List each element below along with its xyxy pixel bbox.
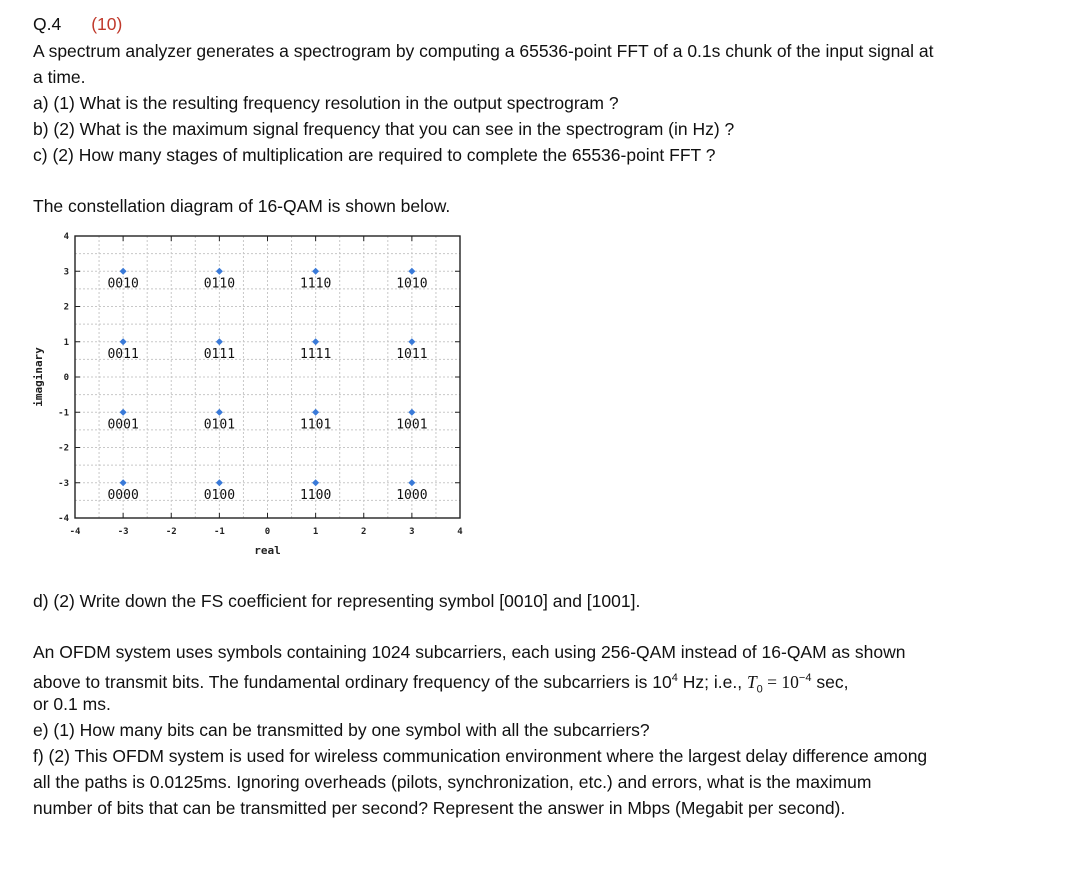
constellation-chart [30,222,510,567]
intro-line-1: A spectrum analyzer generates a spectrogram by computing a 65536-point FFT of a 0.1s chunk of the input signal at [33,41,934,61]
x-tick-label: -4 [69,527,81,537]
constellation-point [408,479,415,486]
ofdm-period-subscript: 0 [756,683,763,696]
point-label: 1101 [299,417,332,433]
y-tick-label: -3 [58,478,69,489]
ofdm-exponent: 4 [671,672,678,684]
ofdm-line-1: An OFDM system uses symbols containing 1024 subcarriers, each using 256-QAM instead of 16-QAM as shown [33,642,906,662]
ofdm-period-symbol: T [746,671,757,692]
constellation-point [120,409,127,416]
x-tick-label: -1 [213,527,225,537]
part-b: b) (2) What is the maximum signal frequency that you can see in the spectrogram (in Hz) ? [33,119,735,139]
point-label: 1001 [396,417,428,433]
question-number: Q.4 [33,14,62,34]
ofdm-exponent-2: −4 [798,672,812,684]
point-label: 0101 [203,417,236,433]
constellation-point [312,479,319,486]
constellation-caption: The constellation diagram of 16-QAM is shown below. [33,196,451,216]
y-tick-label: 2 [63,302,69,313]
point-label: 1111 [299,346,332,362]
point-label: 0100 [203,487,236,503]
constellation-point [312,409,319,416]
constellation-point [408,409,415,416]
constellation-point [312,338,319,345]
part-f-line-2: all the paths is 0.0125ms. Ignoring overheads (pilots, synchronization, etc.) and errors, what is the maximum [33,772,872,792]
part-c: c) (2) How many stages of multiplication are required to complete the 65536-point FFT ? [33,145,716,165]
y-tick-label: -4 [58,514,69,524]
y-tick-label: 4 [63,232,69,242]
constellation-point [120,338,127,345]
point-label: 0001 [107,417,139,433]
constellation-point [312,268,319,275]
constellation-point [216,268,223,275]
point-label: 0110 [203,276,236,292]
question-header [33,13,122,35]
constellation-point [408,268,415,275]
question-points: (10) [91,14,123,34]
y-tick-label: -2 [58,443,69,454]
x-axis-label: real [254,544,281,557]
constellation-point [408,338,415,345]
y-tick-label: 1 [63,337,69,348]
point-label: 0010 [107,276,139,292]
point-label: 0000 [107,487,139,503]
point-label: 0011 [107,346,139,362]
constellation-point [120,479,127,486]
point-label: 1000 [396,487,428,503]
constellation-point [120,268,127,275]
point-label: 0111 [203,346,236,362]
x-tick-label: 4 [457,527,463,537]
point-label: 1010 [396,276,428,292]
part-e: e) (1) How many bits can be transmitted by one symbol with all the subcarriers? [33,720,650,740]
ofdm-line-2-text-c: sec, [811,671,849,692]
part-f-line-3: number of bits that can be transmitted per second? Represent the answer in Mbps (Megabit per second). [33,798,846,818]
y-axis-label: imaginary [32,347,45,407]
ofdm-line-2-text-a: above to transmit bits. The fundamental ordinary frequency of the subcarriers is 10 [33,671,672,692]
point-label: 1011 [396,346,428,362]
constellation-point [216,479,223,486]
x-tick-label: 1 [312,527,319,537]
ofdm-line-2 [33,667,848,700]
ofdm-line-2-text-b: Hz; i.e., [677,671,747,692]
constellation-point [216,409,223,416]
x-tick-label: -3 [117,527,129,537]
part-a: a) (1) What is the resulting frequency resolution in the output spectrogram ? [33,93,619,113]
intro-line-2: a time. [33,67,86,87]
y-tick-label: 0 [63,373,69,383]
ofdm-line-3: or 0.1 ms. [33,694,111,714]
constellation-point [216,338,223,345]
ofdm-equals-text: = 10 [762,671,799,692]
y-tick-label: -1 [58,408,69,419]
part-f-line-1: f) (2) This OFDM system is used for wireless communication environment where the largest delay difference among [33,746,928,766]
x-tick-label: -2 [165,527,177,537]
point-label: 1100 [299,487,332,503]
part-d: d) (2) Write down the FS coefficient for representing symbol [0010] and [1001]. [33,591,641,611]
x-tick-label: 0 [264,527,271,537]
point-label: 1110 [299,276,332,292]
x-tick-label: 2 [361,527,367,537]
x-tick-label: 3 [409,527,415,537]
y-tick-label: 3 [63,267,69,278]
